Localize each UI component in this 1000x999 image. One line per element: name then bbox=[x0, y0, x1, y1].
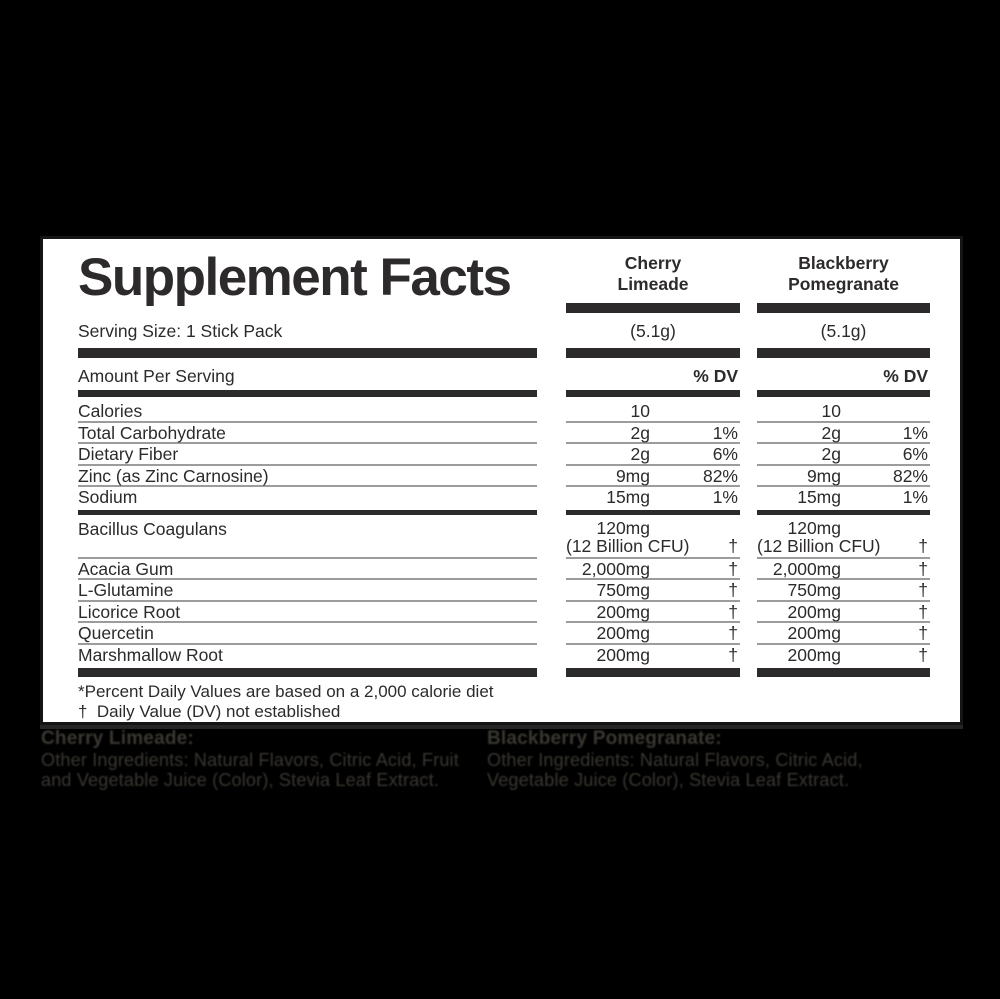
nutrient-label: Licorice Root bbox=[78, 602, 537, 624]
divider-bar-row bbox=[78, 666, 930, 677]
value-cell: 9mg 82% bbox=[757, 466, 930, 488]
ingredients-line: Other Ingredients: Natural Flavors, Citric Acid, bbox=[487, 749, 863, 770]
value-cell: 2g 6% bbox=[757, 444, 930, 466]
serving-size-row bbox=[78, 321, 930, 343]
value-cell: 200mg † bbox=[757, 602, 930, 624]
nutrient-label: Total Carbohydrate bbox=[78, 423, 537, 445]
dv-header-cherry: % DV bbox=[693, 366, 738, 386]
value-cell: 15mg 1% bbox=[797, 487, 928, 507]
serving-weight-cherry: (5.1g) bbox=[630, 321, 676, 341]
nutrient-rows bbox=[78, 401, 930, 509]
nutrient-label: Marshmallow Root bbox=[78, 644, 223, 665]
table-row bbox=[78, 519, 930, 559]
table-row bbox=[78, 559, 930, 581]
ingredients-heading: Blackberry Pomegranate: bbox=[487, 728, 722, 749]
ingredients-cherry-limeade bbox=[41, 729, 493, 791]
value-cell: 120mg (12 Billion CFU) † bbox=[566, 519, 740, 559]
table-row bbox=[78, 602, 930, 624]
value-cell: 10 bbox=[757, 401, 930, 423]
serving-weight-blackberry: (5.1g) bbox=[820, 321, 867, 341]
value-cell: 200mg † bbox=[566, 623, 740, 645]
value-cell: 200mg † bbox=[566, 602, 740, 624]
flavor-name: Cherry Limeade bbox=[617, 253, 689, 294]
footnote-dagger: † Daily Value (DV) not established bbox=[78, 702, 341, 721]
nutrient-label: Dietary Fiber bbox=[78, 444, 537, 466]
table-row bbox=[78, 401, 930, 423]
value-cell: 750mg † bbox=[566, 580, 740, 602]
table-row bbox=[78, 423, 930, 445]
value-cell: 2,000mg † bbox=[757, 559, 930, 581]
supplement-facts-panel bbox=[40, 236, 963, 725]
value-cell: 200mg † bbox=[787, 644, 928, 665]
dv-header-blackberry: % DV bbox=[883, 366, 928, 386]
panel-title: Supplement Facts bbox=[78, 248, 511, 307]
amount-per-serving-row bbox=[78, 366, 930, 386]
divider-bar-row bbox=[78, 509, 930, 515]
nutrient-label: Sodium bbox=[78, 487, 138, 507]
value-cell: 120mg (12 Billion CFU) † bbox=[757, 519, 930, 559]
nutrient-label: L-Glutamine bbox=[78, 580, 537, 602]
value-cell: 2g 6% bbox=[566, 444, 740, 466]
value-cell: 2,000mg † bbox=[566, 559, 740, 581]
flavor-name: Blackberry Pomegranate bbox=[788, 253, 899, 294]
table-row bbox=[78, 580, 930, 602]
table-row bbox=[78, 623, 930, 645]
ingredients-heading: Cherry Limeade: bbox=[41, 728, 194, 749]
table-row bbox=[78, 466, 930, 488]
table-row bbox=[78, 487, 930, 509]
header-row bbox=[78, 247, 930, 319]
divider-bar-row bbox=[78, 343, 930, 358]
flavor-column-header-cherry bbox=[566, 247, 740, 313]
nutrient-label: Quercetin bbox=[78, 623, 537, 645]
ingredients-line: and Vegetable Juice (Color), Stevia Leaf Extract. bbox=[41, 770, 440, 790]
nutrient-label: Acacia Gum bbox=[78, 559, 537, 581]
value-cell: 750mg † bbox=[757, 580, 930, 602]
nutrient-label: Zinc (as Zinc Carnosine) bbox=[78, 466, 537, 488]
value-cell: 2g 1% bbox=[566, 423, 740, 445]
ingredients-blackberry-pomegranate bbox=[487, 729, 899, 791]
value-cell: 15mg 1% bbox=[606, 487, 738, 507]
amount-per-serving-label: Amount Per Serving bbox=[78, 366, 235, 386]
table-row bbox=[78, 645, 930, 667]
table-row bbox=[78, 444, 930, 466]
nutrient-label: Bacillus Coagulans bbox=[78, 519, 537, 559]
active-rows bbox=[78, 519, 930, 667]
value-cell: 9mg 82% bbox=[566, 466, 740, 488]
ingredients-line: Other Ingredients: Natural Flavors, Citric Acid, Fruit bbox=[41, 749, 459, 770]
footnote-percent-dv: *Percent Daily Values are based on a 2,000 calorie diet bbox=[78, 682, 494, 701]
value-cell: 2g 1% bbox=[757, 423, 930, 445]
value-cell: 200mg † bbox=[757, 623, 930, 645]
divider-bar-row bbox=[78, 386, 930, 397]
divider-bar bbox=[566, 303, 740, 313]
value-cell: 10 bbox=[566, 401, 740, 423]
ingredients-line: Vegetable Juice (Color), Stevia Leaf Extract. bbox=[487, 770, 850, 790]
flavor-column-header-blackberry bbox=[757, 247, 930, 313]
nutrient-label: Calories bbox=[78, 401, 537, 423]
serving-size-label: Serving Size: 1 Stick Pack bbox=[78, 321, 283, 341]
divider-bar bbox=[757, 303, 930, 313]
value-cell: 200mg † bbox=[596, 644, 738, 665]
